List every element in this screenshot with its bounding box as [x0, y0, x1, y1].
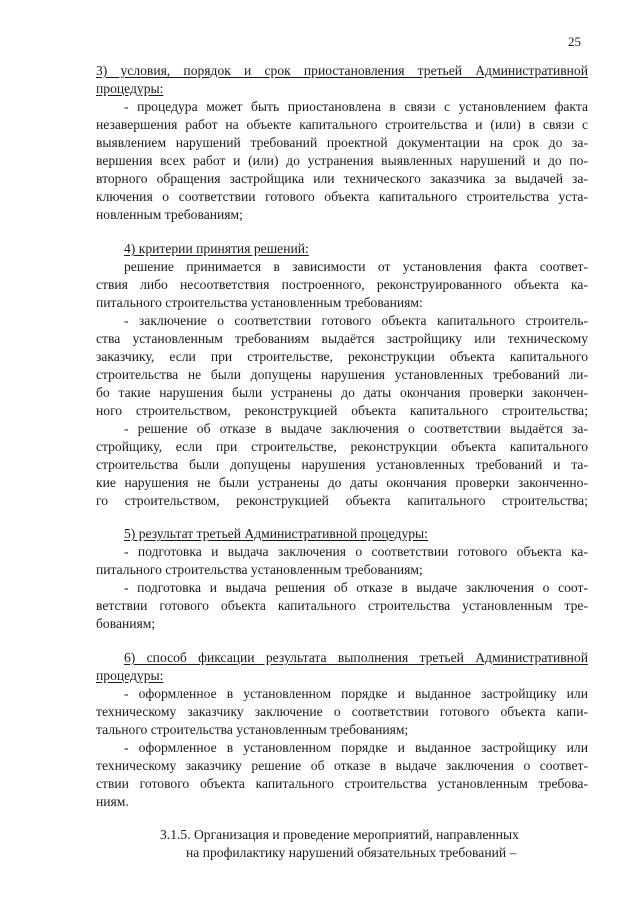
paragraph-line: выявлением нарушений требований проектной документации на срок до за- [96, 135, 588, 150]
paragraph-line: строительства не были допущены нарушения установленных требований ли- [96, 367, 588, 382]
paragraph-line: незавершения работ на объекте капитального строительства и (или) в связи с [96, 117, 588, 132]
paragraph-line: бованиям; [96, 616, 156, 631]
section-6-heading: 6) способ фиксации результата выполнения третьей Административной [124, 650, 588, 665]
paragraph-line: ветствии готового объекта капитального строительства установленным тре- [96, 598, 588, 613]
paragraph-line: решение принимается в зависимости от установления факта соответ- [124, 259, 588, 274]
subsection-3-1-5-title: 3.1.5. Организация и проведение мероприятий, направленных [160, 827, 519, 842]
paragraph-line: го строительством, реконструкцией объекта капитального строительства; [96, 493, 588, 508]
paragraph-line: - процедура может быть приостановлена в связи с установлением факта [124, 99, 588, 114]
paragraph-line: - решение об отказе в выдаче заключения о соответствии выдаётся за- [124, 421, 588, 436]
paragraph-line: питального строительства установленным требованиям; [96, 562, 423, 577]
paragraph-line: заказчику, если при строительстве, реконструкции объекта капитального [96, 349, 588, 364]
paragraph-line: строительства были допущены нарушения установленных требований и та- [96, 457, 588, 472]
paragraph-line: техническому заказчику решение об отказе в выдаче заключения о соответ- [96, 758, 588, 773]
paragraph-line: кие нарушения не были устранены до даты окончания проверки законченно- [96, 475, 588, 490]
paragraph-line: ствии готового объекта капитального строительства установленным требова- [96, 776, 588, 791]
paragraph-line: ниям. [96, 794, 129, 809]
paragraph-line: - оформленное в установленном порядке и выданное застройщику или [124, 686, 588, 701]
paragraph-line: - подготовка и выдача решения об отказе в выдаче заключения о соот- [124, 580, 588, 595]
paragraph-line: ствия либо несоответствия построенного, реконструированного объекта ка- [96, 277, 588, 292]
paragraph-line: питального строительства установленным требованиям: [96, 295, 423, 310]
paragraph-line: стройщику, если при строительстве, реконструкции объекта капитального [96, 439, 588, 454]
paragraph-line: ства установленным требованиям выдаётся застройщику или техническому [96, 331, 588, 346]
subsection-3-1-5-title-cont: на профилактику нарушений обязательных требований – [186, 845, 517, 860]
paragraph-line: ключения о соответствии готового объекта капитального строительства уста- [96, 189, 588, 204]
page-number: 25 [568, 34, 581, 49]
paragraph-line: вершения всех работ и (или) до устранения выявленных нарушений и до по- [96, 153, 588, 168]
paragraph-line: тального строительства установленным требованиям; [96, 722, 409, 737]
paragraph-line: - заключение о соответствии готового объекта капитального строитель- [124, 313, 588, 328]
section-5-heading: 5) результат третьей Административной процедуры: [124, 526, 428, 541]
paragraph-line: новленным требованиям; [96, 207, 243, 222]
section-6-heading-cont: процедуры: [96, 668, 164, 683]
paragraph-line: - оформленное в установленном порядке и выданное застройщику или [124, 740, 588, 755]
section-4-heading: 4) критерии принятия решений: [124, 241, 309, 256]
section-3-heading-cont: процедуры: [96, 81, 164, 96]
paragraph-line: техническому заказчику заключение о соответствии готового объекта капи- [96, 704, 588, 719]
paragraph-line: ного строительством, реконструкцией объекта капитального строительства; [96, 403, 588, 418]
paragraph-line: вторного обращения застройщика или технического заказчика за выдачей за- [96, 171, 588, 186]
section-3-heading: 3) условия, порядок и срок приостановления третьей Административной [96, 63, 588, 78]
paragraph-line: - подготовка и выдача заключения о соответствии готового объекта ка- [124, 544, 588, 559]
paragraph-line: бо такие нарушения были устранены до даты окончания проверки закончен- [96, 385, 588, 400]
